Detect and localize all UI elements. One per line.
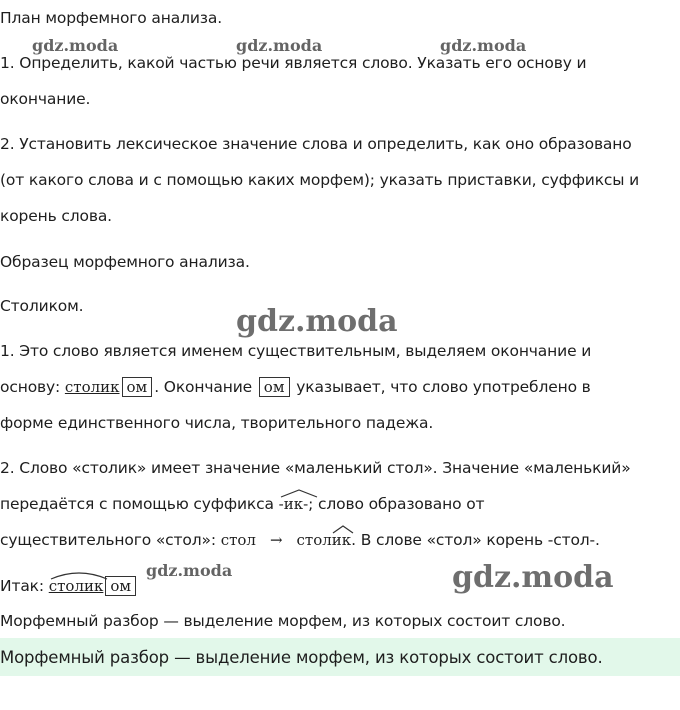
root-arc-icon: [49, 570, 109, 580]
final-stem: [49, 576, 104, 596]
word-stem: столик: [64, 378, 120, 396]
text-segment: . В слове «стол» корень -стол-.: [351, 531, 600, 549]
example-heading: Образец морфемного анализа.: [0, 253, 250, 271]
watermark: gdz.moda: [440, 36, 527, 55]
plan-step-2-line-3: корень слова.: [0, 207, 112, 225]
example-step-2-line-2: [0, 494, 484, 514]
definition-line-highlighted: Морфемный разбор — выделение морфем, из которых состоит слово.: [0, 648, 603, 667]
example-step-1-line-1: 1. Это слово является именем существительным, выделяем окончание и: [0, 342, 592, 360]
text-segment: передаётся с помощью суффикса: [0, 495, 279, 513]
suffix-arc-icon: [332, 524, 354, 534]
plan-step-1-line-2: окончание.: [0, 90, 91, 108]
text-segment: существительного «стол»:: [0, 531, 221, 549]
example-step-2-line-1: 2. Слово «столик» имеет значение «маленький стол». Значение «маленький»: [0, 459, 631, 477]
watermark-large: gdz.moda: [452, 560, 614, 595]
plan-heading: План морфемного анализа.: [0, 9, 222, 27]
plan-step-1-line-1: 1. Определить, какой частью речи является слово. Указать его основу и: [0, 54, 587, 72]
text-segment: указывает, что слово употреблено в: [291, 378, 591, 396]
definition-line: Морфемный разбор — выделение морфем, из которых состоит слово.: [0, 612, 566, 630]
word-ending-box: ом: [122, 377, 153, 397]
example-step-2-line-3: [0, 530, 600, 550]
text-segment: основу:: [0, 378, 65, 396]
text-segment: Итак:: [0, 577, 49, 595]
suffix-text: -ик-: [278, 495, 309, 513]
word-ending-box: ом: [105, 576, 136, 596]
suffix-arc-icon: [279, 488, 319, 498]
watermark: gdz.moda: [32, 36, 119, 55]
example-step-1-line-2: [0, 377, 591, 397]
suffix-mark: [279, 494, 309, 514]
stem-text: столик: [48, 577, 104, 595]
arrow-icon: →: [269, 531, 283, 549]
text-segment: . Окончание: [154, 378, 257, 396]
watermark: gdz.moda: [236, 36, 323, 55]
word-ending-box: ом: [259, 377, 290, 397]
example-word: Столиком.: [0, 297, 84, 315]
watermark-large: gdz.moda: [236, 304, 398, 339]
summary-line: [0, 576, 138, 596]
example-step-1-line-3: форме единственного числа, творительного падежа.: [0, 414, 434, 432]
derived-word-root: стол: [296, 531, 332, 549]
plan-step-2-line-1: 2. Установить лексическое значение слова и определить, как оно образовано: [0, 135, 632, 153]
suffix-text: ик: [331, 531, 352, 549]
watermark: gdz.moda: [146, 561, 233, 580]
derived-word-suffix: [332, 530, 351, 550]
plan-step-2-line-2: (от какого слова и с помощью каких морфем); указать приставки, суффиксы и: [0, 171, 640, 189]
text-segment: ; слово образовано от: [308, 495, 485, 513]
source-word: стол: [220, 531, 256, 549]
